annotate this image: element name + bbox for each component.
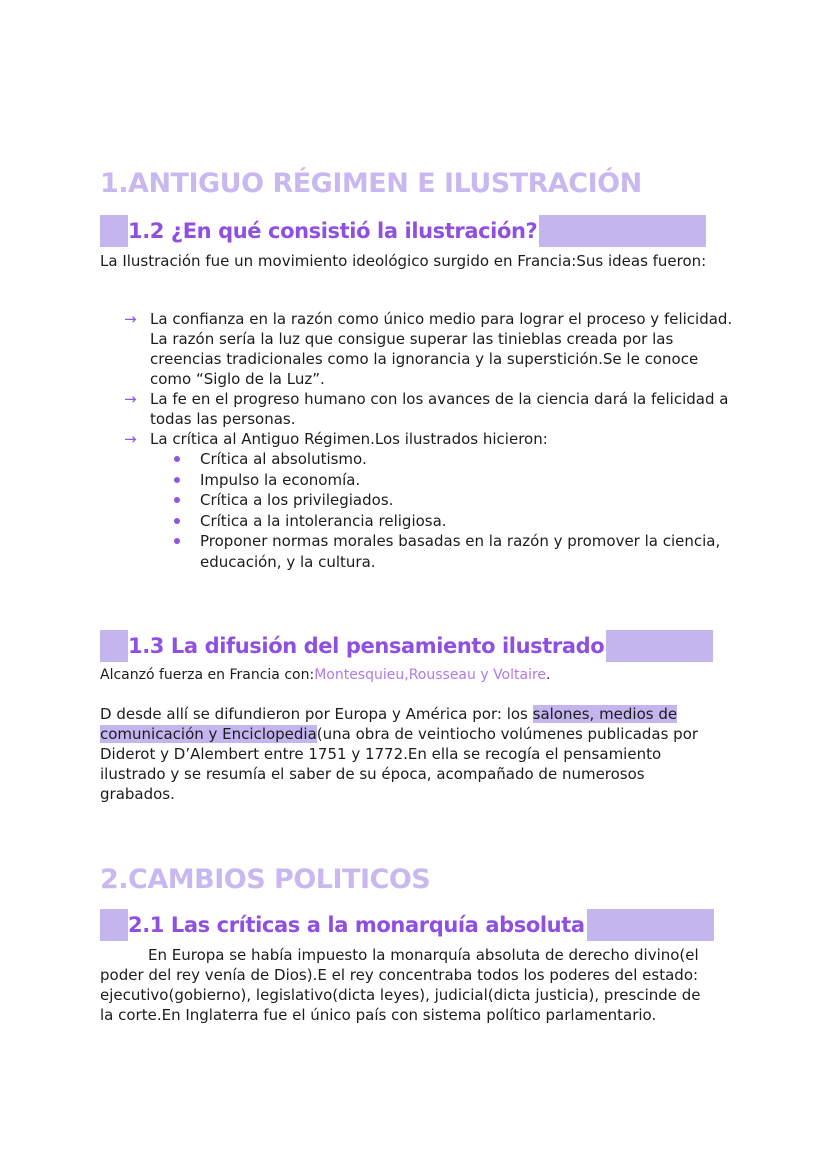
list-item-text: La fe en el progreso humano con los avances de la ciencia dará la felicidad a todas las personas.	[150, 390, 729, 428]
sublist-item	[150, 490, 734, 511]
bullet-dot-icon	[174, 497, 180, 503]
bullet-dot-icon	[174, 456, 180, 462]
arrow-right-icon: →	[124, 430, 137, 448]
sublist-item-text: Proponer normas morales basadas en la razón y promover la ciencia, educación, y la cultura.	[200, 532, 721, 571]
sublist-item	[150, 449, 734, 470]
sublist-item-text: Crítica al absolutismo.	[200, 450, 367, 468]
sublist-item	[150, 531, 734, 572]
bullet-dot-icon	[174, 477, 180, 483]
list-item	[124, 309, 734, 389]
philosophers-names: Montesquieu,Rousseau y Voltaire	[314, 667, 547, 683]
para-prefix: D desde allí se difundieron por Europa y América por: los	[100, 705, 533, 723]
sublist-item	[150, 470, 734, 491]
ideas-list	[124, 309, 734, 572]
highlighted-text: salones, medios de comunicación y Enciclopedia	[100, 705, 678, 743]
list-item	[124, 389, 734, 429]
list-item-text: La crítica al Antiguo Régimen.Los ilustrados hicieron:	[150, 430, 548, 448]
subsection-1-3-paragraph	[100, 704, 712, 804]
subsection-1-3-title: 1.3 La difusión del pensamiento ilustrado	[128, 630, 606, 662]
sublist-item	[150, 511, 734, 532]
list-item-text: La confianza en la razón como único medio para lograr el proceso y felicidad. La razón sería la luz que consigue superar las tinieblas creada por las creencias tradicionales como la ignorancia y la superstición.Se le conoce como “Siglo de la Luz”.	[150, 310, 733, 388]
para-suffix: (una obra de veintiocho volúmenes publicadas por Diderot y D’Alembert entre 1751 y 1772.En ella se recogía el pensamiento ilustrado y se resumía el saber de su época, acompañado de numerosos grabados.	[100, 725, 699, 803]
subsection-1-2-intro: La Ilustración fue un movimiento ideológico surgido en Francia:Sus ideas fueron:	[100, 252, 707, 270]
sublist-item-text: Crítica a los privilegiados.	[200, 491, 394, 509]
line1-prefix: Alcanzó fuerza en Francia con:	[100, 667, 315, 683]
list-item	[124, 429, 734, 572]
sublist-item-text: Impulso la economía.	[200, 470, 361, 489]
sublist-item-text: Crítica a la intolerancia religiosa.	[200, 511, 447, 530]
bullet-dot-icon	[174, 518, 180, 524]
arrow-right-icon: →	[124, 390, 137, 408]
critiques-sublist	[150, 449, 734, 572]
bullet-dot-icon	[174, 538, 180, 544]
subsection-1-3-line1	[100, 666, 715, 684]
subsection-2-1-paragraph: En Europa se había impuesto la monarquía absoluta de derecho divino(el poder del rey venía de Dios).E el rey concentraba todos los poderes del estado: ejecutivo(gobierno), legislativo(dicta leyes), judicial(dicta justicia), prescinde de la corte.En Inglaterra fue el único país con sistema político parlamentario.	[100, 946, 701, 1024]
section-2-title: 2.CAMBIOS POLITICOS	[100, 864, 431, 895]
section-1-title: 1.ANTIGUO RÉGIMEN E ILUSTRACIÓN	[100, 168, 642, 199]
line1-suffix: .	[546, 667, 551, 683]
subsection-2-1-title: 2.1 Las críticas a la monarquía absoluta	[128, 909, 587, 941]
arrow-right-icon: →	[124, 310, 137, 328]
subsection-1-2-title: 1.2 ¿En qué consistió la ilustración?	[128, 215, 539, 247]
